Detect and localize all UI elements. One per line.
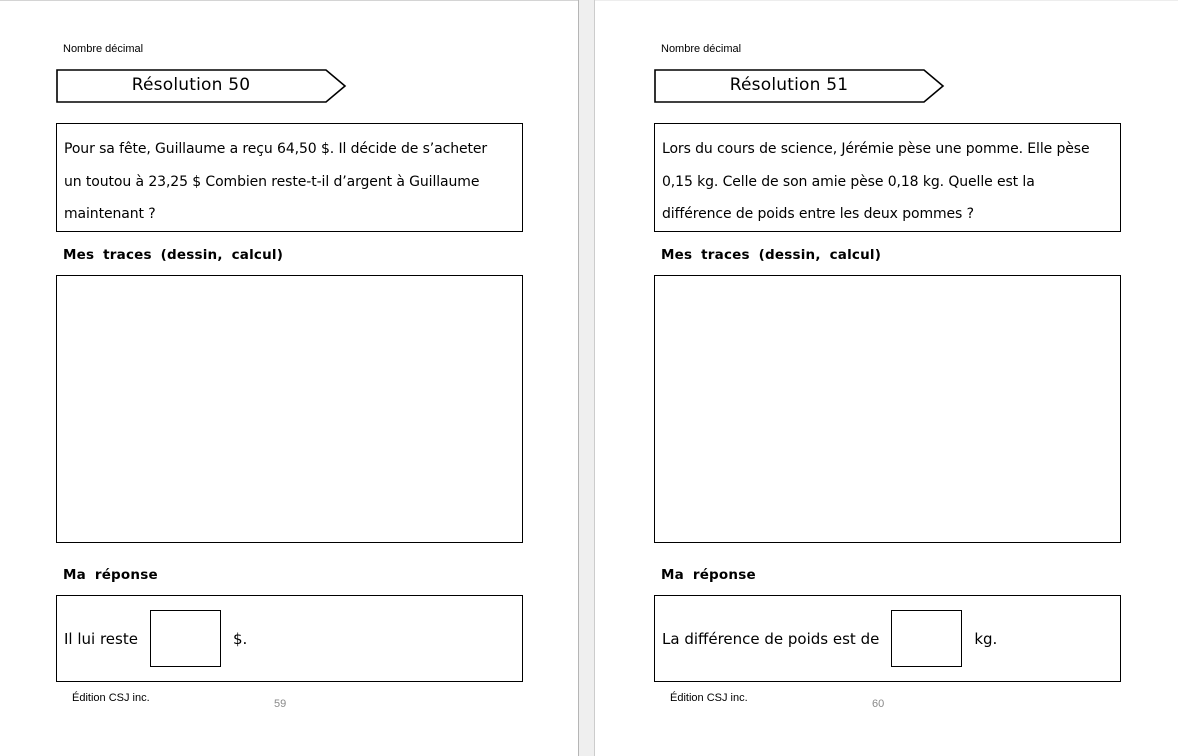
page-number: 60: [872, 698, 885, 710]
traces-section-label: Mes traces (dessin, calcul): [63, 247, 284, 263]
problem-statement-box: [56, 123, 523, 232]
problem-line: maintenant ?: [64, 206, 156, 223]
category-label: Nombre décimal: [661, 43, 742, 55]
worksheet-page-60: [595, 0, 1178, 756]
banner-title: Résolution 50: [131, 75, 251, 95]
work-area-box: [56, 275, 523, 543]
page-content: [654, 1, 1121, 756]
answer-suffix-text: kg.: [974, 629, 998, 648]
answer-write-box: [891, 610, 962, 667]
answer-write-box: [150, 610, 221, 667]
problem-line: Lors du cours de science, Jérémie pèse une pomme. Elle pèse: [662, 141, 1090, 157]
problem-statement-box: [654, 123, 1121, 232]
problem-line: 0,15 kg. Celle de son amie pèse 0,18 kg. Quelle est la: [662, 173, 1035, 190]
worksheet-page-59: [0, 0, 578, 756]
category-label: Nombre décimal: [63, 43, 144, 55]
answer-suffix-text: $.: [232, 629, 248, 648]
answer-prefix-text: La différence de poids est de: [662, 629, 880, 648]
answer-box: [654, 595, 1121, 682]
footer-publisher: Édition CSJ inc.: [72, 692, 150, 704]
problem-line: un toutou à 23,25 $ Combien reste-t-il d’argent à Guillaume: [64, 173, 480, 190]
page-gap-divider: [578, 0, 595, 756]
problem-line: différence de poids entre les deux pommes ?: [662, 206, 974, 223]
banner-title: Résolution 51: [729, 75, 849, 95]
footer-publisher: Édition CSJ inc.: [670, 692, 748, 704]
work-area-box: [654, 275, 1121, 543]
problem-line: Pour sa fête, Guillaume a reçu 64,50 $. Il décide de s’acheter: [64, 141, 488, 157]
page-number: 59: [274, 698, 287, 710]
page-content: [56, 1, 523, 756]
answer-section-label: Ma réponse: [63, 567, 158, 583]
title-banner: [56, 69, 348, 103]
answer-prefix-text: Il lui reste: [64, 629, 138, 648]
title-banner: [654, 69, 946, 103]
traces-section-label: Mes traces (dessin, calcul): [661, 247, 882, 263]
answer-section-label: Ma réponse: [661, 567, 756, 583]
answer-box: [56, 595, 523, 682]
